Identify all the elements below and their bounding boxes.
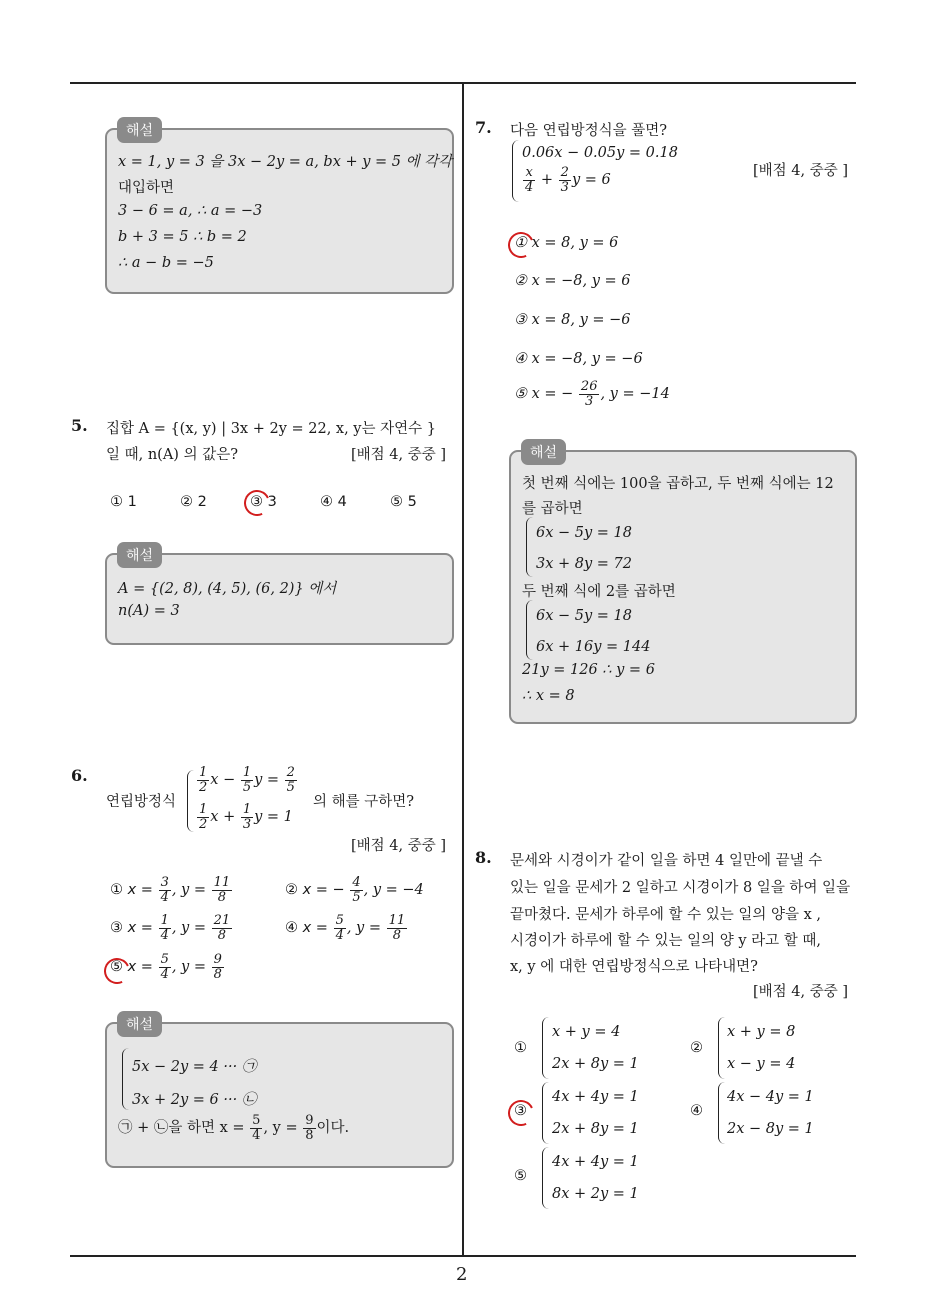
- system-brace: [718, 1082, 725, 1144]
- score-label: [배점 4, 중중 ]: [753, 984, 849, 1000]
- answer-option[interactable]: ⑤ x = − $\frac{26}{3}$ , y = −14: [514, 379, 670, 409]
- equation-line: $\frac{1}{2}$ x − $\frac{1}{5}$ y = $\frac{2}{5}$: [199, 765, 295, 795]
- solution-line: 3 − 6 = a, ∴ a = −3: [118, 203, 263, 219]
- answer-mark-circle: [240, 486, 273, 519]
- equation-line: x − y = 4: [727, 1056, 796, 1072]
- answer-option[interactable]: ① 1: [110, 494, 137, 510]
- score-label: [배점 4, 중중 ]: [351, 838, 447, 854]
- equation-line: 4x − 4y = 1: [727, 1089, 814, 1105]
- system-brace: [526, 517, 533, 577]
- answer-option[interactable]: ③ x = 8, y = −6: [514, 312, 631, 328]
- system-brace: [718, 1017, 725, 1079]
- question-text: 연립방정식: [106, 794, 177, 810]
- equation-line: x + y = 8: [727, 1024, 796, 1040]
- question-number: 5.: [71, 416, 88, 435]
- question-number: 6.: [71, 766, 88, 785]
- equation-line: $\frac{1}{2}$ x + $\frac{1}{3}$ y = 1: [199, 802, 293, 832]
- answer-option[interactable]: ⑤ x = $\frac{5}{4}$ , y = $\frac{9}{8}$: [110, 952, 222, 982]
- equation-line: 4x + 4y = 1: [552, 1089, 639, 1105]
- answer-option[interactable]: ①: [514, 1040, 527, 1056]
- answer-option[interactable]: ④ x = −8, y = −6: [514, 351, 643, 367]
- solution-tag: 해설: [521, 439, 566, 465]
- equation-line: 0.06x − 0.05y = 0.18: [522, 145, 678, 161]
- answer-option[interactable]: ②: [690, 1040, 703, 1056]
- score-label: [배점 4, 중중 ]: [351, 447, 447, 463]
- solution-line: 3x + 8y = 72: [536, 556, 633, 572]
- solution-line: A = {(2, 8), (4, 5), (6, 2)} 에서: [118, 581, 337, 597]
- answer-option[interactable]: ③ 3: [250, 494, 277, 510]
- bottom-rule: [70, 1255, 856, 1257]
- solution-line: 6x − 5y = 18: [536, 525, 633, 541]
- column-divider: [462, 84, 464, 1256]
- question-text: 끝마쳤다. 문세가 하루에 할 수 있는 일의 양을 x ,: [510, 907, 822, 923]
- system-brace: [122, 1048, 129, 1110]
- answer-option[interactable]: ② x = −8, y = 6: [514, 273, 631, 289]
- system-brace: [187, 770, 194, 832]
- question-text: 시경이가 하루에 할 수 있는 일의 양 y 라고 할 때,: [510, 933, 822, 949]
- equation-line: x + y = 4: [552, 1024, 621, 1040]
- solution-line: b + 3 = 5 ∴ b = 2: [118, 229, 247, 245]
- answer-option[interactable]: ④: [690, 1103, 703, 1119]
- answer-mark-circle: [504, 1096, 537, 1129]
- question-text: 집합 A = {(x, y) | 3x + 2y = 22, x, y는 자연수 }: [106, 421, 436, 437]
- question-text: 다음 연립방정식을 풀면?: [510, 123, 668, 139]
- answer-option[interactable]: ② 2: [180, 494, 207, 510]
- solution-line: 대입하면: [118, 180, 175, 196]
- question-text: x, y 에 대한 연립방정식으로 나타내면?: [510, 959, 758, 975]
- solution-line: ㉠ + ㉡을 하면 x = $\frac{5}{4}$ , y = $\frac{9}{8}$ 이다.: [118, 1113, 350, 1143]
- solution-line: 5x − 2y = 4 ··· ㉠: [132, 1059, 257, 1075]
- solution-line: x = 1, y = 3 을 3x − 2y = a, bx + y = 5 에 각각: [118, 154, 453, 170]
- solution-tag: 해설: [117, 117, 162, 143]
- solution-tag: 해설: [117, 1011, 162, 1037]
- page-number: 2: [456, 1264, 468, 1285]
- system-brace: [512, 140, 519, 202]
- solution-line: 6x − 5y = 18: [536, 608, 633, 624]
- answer-option[interactable]: ④ x = $\frac{5}{4}$ , y = $\frac{11}{8}$: [285, 913, 406, 943]
- solution-line: ∴ x = 8: [522, 688, 575, 704]
- solution-line: n(A) = 3: [118, 603, 180, 619]
- answer-option[interactable]: ④ 4: [320, 494, 347, 510]
- answer-option[interactable]: ③ x = $\frac{1}{4}$ , y = $\frac{21}{8}$: [110, 913, 231, 943]
- answer-option[interactable]: ② x = − $\frac{4}{5}$ , y = −4: [285, 875, 424, 905]
- system-brace: [526, 600, 533, 660]
- question-text: 문세와 시경이가 같이 일을 하면 4 일만에 끝낼 수: [510, 853, 823, 869]
- equation-line: 2x − 8y = 1: [727, 1121, 814, 1137]
- answer-option[interactable]: ③: [514, 1103, 527, 1119]
- answer-mark-circle: [504, 228, 537, 261]
- equation-line: 4x + 4y = 1: [552, 1154, 639, 1170]
- question-text: 의 해를 구하면?: [313, 794, 415, 810]
- solution-tag: 해설: [117, 542, 162, 568]
- equation-line: 8x + 2y = 1: [552, 1186, 639, 1202]
- solution-line: 를 곱하면: [522, 501, 583, 517]
- equation-line: 2x + 8y = 1: [552, 1121, 639, 1137]
- question-number: 8.: [475, 848, 492, 867]
- question-text: 일 때, n(A) 의 값은?: [106, 447, 238, 463]
- equation-line: 2x + 8y = 1: [552, 1056, 639, 1072]
- solution-line: ∴ a − b = −5: [118, 255, 214, 271]
- equation-line: $\frac{x}{4}$ + $\frac{2}{3}$ y = 6: [525, 165, 611, 195]
- solution-line: 첫 번째 식에는 100을 곱하고, 두 번째 식에는 12: [522, 476, 834, 492]
- question-text: 있는 일을 문세가 2 일하고 시경이가 8 일을 하여 일을: [510, 880, 851, 896]
- solution-line: 21y = 126 ∴ y = 6: [522, 662, 655, 678]
- system-brace: [542, 1017, 549, 1079]
- answer-option[interactable]: ① x = 8, y = 6: [514, 235, 619, 251]
- solution-line: 6x + 16y = 144: [536, 639, 651, 655]
- answer-option[interactable]: ⑤: [514, 1168, 527, 1184]
- answer-option[interactable]: ⑤ 5: [390, 494, 417, 510]
- solution-line: 3x + 2y = 6 ··· ㉡: [132, 1092, 257, 1108]
- system-brace: [542, 1082, 549, 1144]
- solution-line: 두 번째 식에 2를 곱하면: [522, 584, 676, 600]
- system-brace: [542, 1147, 549, 1209]
- score-label: [배점 4, 중중 ]: [753, 163, 849, 179]
- answer-option[interactable]: ① x = $\frac{3}{4}$ , y = $\frac{11}{8}$: [110, 875, 231, 905]
- question-number: 7.: [475, 118, 492, 137]
